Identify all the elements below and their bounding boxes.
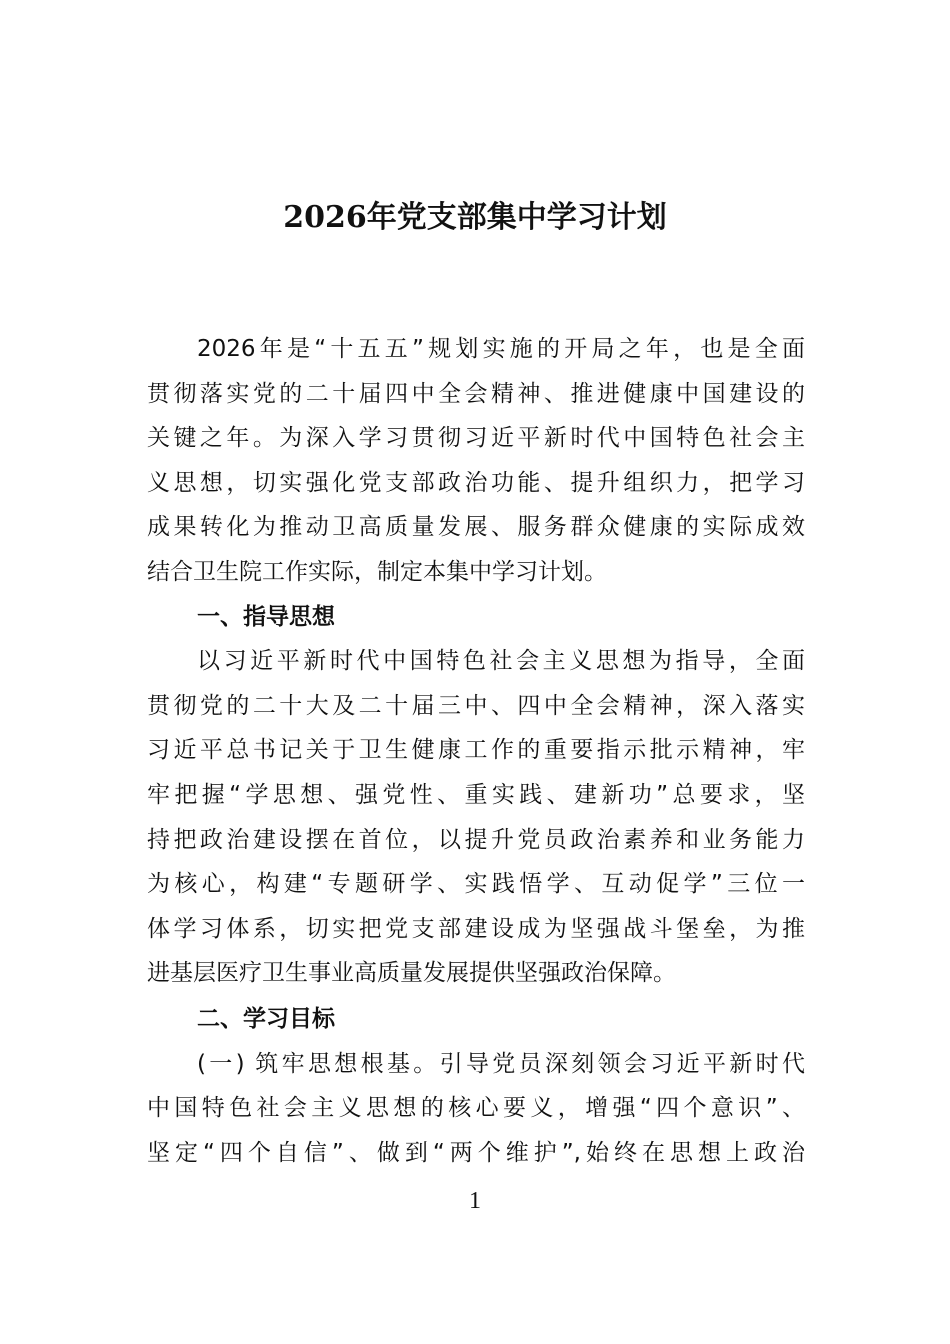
text-line: 关键之年。为深入学习贯彻习近平新时代中国特色社会主 <box>147 425 805 452</box>
text-line: 贯彻党的二十大及二十届三中、四中全会精神，深入落实 <box>147 692 805 719</box>
text-line: 习近平总书记关于卫生健康工作的重要指示批示精神，牢 <box>147 737 805 764</box>
text-line: 体学习体系，切实把党支部建设成为坚强战斗堡垒，为推 <box>147 915 805 942</box>
text-line: 义思想，切实强化党支部政治功能、提升组织力，把学习 <box>147 469 805 496</box>
intro-paragraph <box>147 327 805 996</box>
text-line: 牢把握“学思想、强党性、重实践、建新功”总要求，坚 <box>147 781 805 808</box>
page-number: 1 <box>469 1188 481 1214</box>
section-learning-goals <box>147 997 805 1175</box>
text-line: (一) 筑牢思想根基。引导党员深刻领会习近平新时代 <box>197 1050 805 1077</box>
text-line: 持把政治建设摆在首位，以提升党员政治素养和业务能力 <box>147 826 805 853</box>
document-title: 2026年党支部集中学习计划 <box>283 200 667 235</box>
text-line: 成果转化为推动卫高质量发展、服务群众健康的实际成效 <box>147 514 805 541</box>
text-line: 以习近平新时代中国特色社会主义思想为指导，全面 <box>197 648 805 675</box>
text-line: 贯彻落实党的二十届四中全会精神、推进健康中国建设的 <box>147 380 805 407</box>
text-line: 结合卫生院工作实际，制定本集中学习计划。 <box>147 558 607 585</box>
text-line: 坚定“四个自信”、做到“两个维护”,始终在思想上政治 <box>147 1139 805 1166</box>
text-line: 中国特色社会主义思想的核心要义，增强“四个意识”、 <box>147 1095 805 1122</box>
text-line: 2026年是“十五五”规划实施的开局之年，也是全面 <box>197 336 805 362</box>
section-heading-guiding-thought: 一、指导思想 <box>197 603 335 630</box>
section-heading-learning-goals: 二、学习目标 <box>197 1006 335 1032</box>
text-line: 进基层医疗卫生事业高质量发展提供坚强政治保障。 <box>147 960 676 987</box>
text-line: 为核心，构建“专题研学、实践悟学、互动促学”三位一 <box>147 871 805 898</box>
